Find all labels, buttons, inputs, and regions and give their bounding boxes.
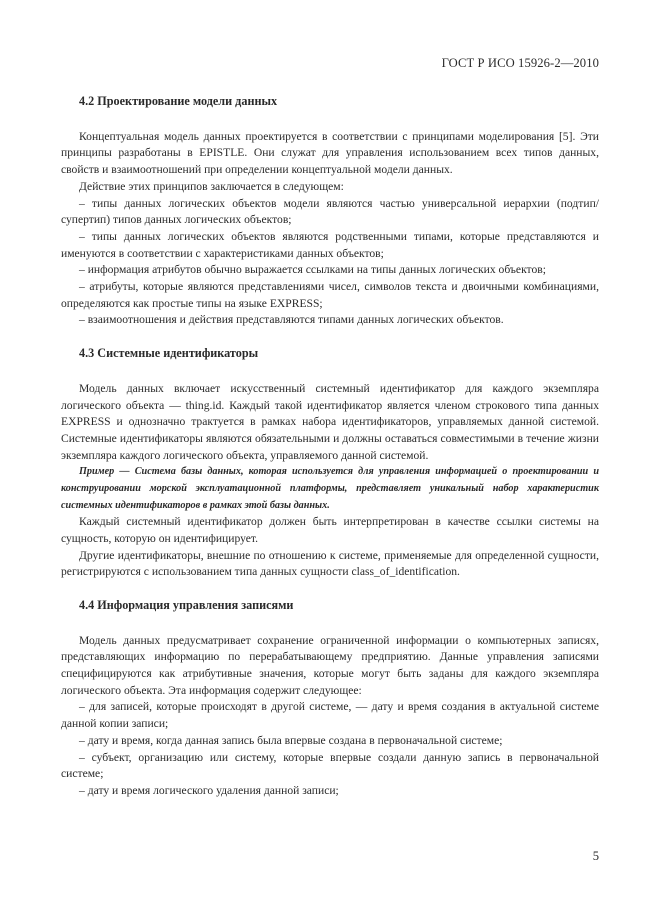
- section-4-3: [61, 345, 599, 581]
- section-4-2: [61, 93, 599, 329]
- list-item: – дату и время логического удаления данной записи;: [79, 783, 339, 797]
- example-note: Пример — Система базы данных, которая используется для управления информацией о проектировании и конструировании морской эксплуатационной платформы, представляет уникальный набор характеристик системных идентификаторов в рамках этой базы данных.: [61, 466, 599, 511]
- section-spacer: [61, 581, 599, 597]
- list-item: – типы данных логических объектов являются родственными типами, которые представляются и именуются в соответствии с характеристиками данных объектов;: [61, 229, 599, 260]
- section-title: 4.2 Проектирование модели данных: [79, 94, 278, 108]
- list-item: – дату и время, когда данная запись была впервые создана в первоначальной системе;: [79, 733, 503, 747]
- list-item: – для записей, которые происходят в другой системе, — дату и время создания в актуальной системе данной копии записи;: [61, 700, 599, 731]
- section-4-4: [61, 597, 599, 800]
- list-item: – взаимоотношения и действия представляются типами данных логических объектов.: [79, 313, 504, 327]
- document-header: [442, 56, 599, 71]
- paragraph: Другие идентификаторы, внешние по отношению к системе, применяемые для определенной сущности, регистрируются с использованием типа данных сущности class_of_identification.: [61, 548, 599, 579]
- list-item: – субъект, организацию или систему, которые впервые создали данную запись в первоначальной системе;: [61, 750, 599, 781]
- page-content: [61, 93, 599, 800]
- paragraph: Концептуальная модель данных проектируется в соответствии с принципами моделирования [5]. Эти принципы разработаны в EPISTLE. Они служат для управления использованием всех типов данных, свойств и взаимоотношений при определении концептуальной модели данных.: [61, 129, 599, 177]
- paragraph: Каждый системный идентификатор должен быть интерпретирован в качестве ссылки системы на сущность, которую он идентифицирует.: [61, 515, 599, 545]
- section-spacer: [61, 329, 599, 345]
- page-number: 5: [592, 849, 599, 863]
- standard-designation: ГОСТ Р ИСО 15926-2—2010: [441, 56, 599, 70]
- section-title: 4.4 Информация управления записями: [79, 597, 294, 612]
- section-title: 4.3 Системные идентификаторы: [79, 346, 259, 361]
- paragraph: Модель данных предусматривает сохранение ограниченной информации о компьютерных записях, представляющих информацию по перерабатывающему предприятию. Данные управления записями специфицируются как атрибутивные значения, которые могут быть заданы для каждого экземпляра логического объекта. Эта информация содержит следующее:: [61, 633, 599, 697]
- paragraph: Модель данных включает искусственный системный идентификатор для каждого экземпляра логического объекта — thing.id. Каждый такой идентификатор является членом строкового типа данных EXPRESS и однозначно трактуется в рамках набора идентификаторов, управляемых данной системой. Системные идентификаторы являются обязательными и должны оставаться совместимыми в течение жизни экземпляра каждого логического объекта, управляемого данной системой.: [61, 381, 599, 462]
- list-item: – атрибуты, которые являются представлениями чисел, символов текста и двоичными комбинациями, определяются как простые типы на языке EXPRESS;: [61, 280, 599, 310]
- paragraph: Действие этих принципов заключается в следующем:: [79, 179, 344, 193]
- list-item: – типы данных логических объектов модели являются частью универсальной иерархии (подтип/супертип) типов данных логических объектов;: [61, 196, 599, 227]
- list-item: – информация атрибутов обычно выражается ссылками на типы данных логических объектов;: [79, 263, 546, 277]
